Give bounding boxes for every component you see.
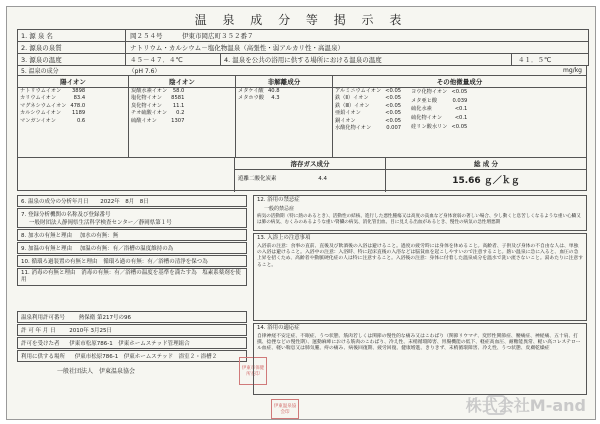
- table-row: [333, 125, 403, 132]
- ph-value: （pH 7.6）: [128, 68, 161, 75]
- table-row: [18, 118, 87, 125]
- permit-date: 許 可 年 月 日 2010年 3月25日: [17, 324, 247, 336]
- ion-name: カリウムイオン: [20, 95, 57, 102]
- ion-value: 1189: [71, 110, 86, 117]
- ion-name: 炭酸水素イオン: [131, 88, 168, 94]
- ion-value: 3898: [71, 88, 86, 94]
- ion-value: 58.0: [172, 88, 185, 94]
- ion-value: 0.2: [176, 110, 185, 117]
- row-label: 3. 源泉の温度: [18, 54, 126, 65]
- notice-sheet: [6, 6, 596, 420]
- ion-name: メタホウ酸: [238, 95, 264, 102]
- row-label: 1. 源 泉 名: [18, 30, 126, 41]
- total-section: [385, 158, 586, 192]
- table-row: [409, 124, 469, 133]
- ion-name: メタ亜ヒ酸: [411, 97, 438, 104]
- section-12: [253, 195, 587, 231]
- ion-name: 亜鉛イオン: [335, 110, 361, 117]
- stamp-right: 伊東温泉協会印: [271, 399, 299, 419]
- total-header: 総 成 分: [386, 158, 586, 170]
- section-analysis-date: 6. 温泉の成分の分析年月日 2022年 8月 8日: [17, 195, 247, 207]
- cation-column: [18, 76, 129, 157]
- gas-name: 遊離二酸化炭素: [238, 176, 277, 182]
- ion-value: <0.05: [451, 88, 468, 95]
- section-water-addition: 8. 加水の有無と理由 加水の有無：無: [17, 229, 247, 241]
- ion-value: <0.1: [454, 115, 468, 122]
- ion-name: カルシウムイオン: [20, 110, 62, 117]
- table-row: [236, 95, 282, 102]
- section12-title: 12. 浴用の禁忌症: [257, 197, 300, 203]
- other-header: その他微量成分: [333, 76, 586, 88]
- left-sections: [17, 195, 247, 287]
- table-row: [18, 110, 87, 117]
- ion-name: 硫化水素: [411, 106, 432, 113]
- table-row: [409, 88, 469, 97]
- ion-name: メタケイ酸: [238, 88, 264, 94]
- unit-label: mg/kg: [563, 67, 582, 74]
- ion-value: <0.05: [385, 117, 402, 124]
- ion-name: ナトリウムイオン: [20, 88, 62, 94]
- other-table-a: [333, 88, 403, 132]
- ion-name: ヨウ化物イオン: [411, 88, 448, 95]
- cation-table: [18, 88, 87, 125]
- header-table: [17, 29, 589, 66]
- ion-name: アルミニウムイオン: [335, 88, 382, 94]
- ion-name: 硫酸イオン: [131, 117, 157, 124]
- stamp-left: 伊東市保健所長印: [239, 357, 267, 385]
- nonion-table: [236, 88, 282, 103]
- ion-value: <0.05: [385, 95, 402, 102]
- cation-header: 陽イオン: [18, 76, 128, 88]
- ion-value: <0.05: [385, 88, 402, 94]
- ion-name: 硫化物イオン: [411, 115, 443, 122]
- row-label: 4. 温泉を公共の浴用に供する場所における温泉の温度: [220, 54, 511, 65]
- section-filtration: 10. 循環ろ過装置の有無と理由 循環ろ過の有無：有／浴槽の清浄を保つ為: [17, 255, 247, 267]
- gas-value: 4.4: [318, 176, 328, 182]
- ion-value: 40.8: [267, 88, 280, 94]
- components-label: 5. 温泉の成分: [21, 68, 59, 75]
- section12-sub: 一般的禁忌症: [264, 205, 295, 212]
- row-value: ４１．５℃: [511, 54, 588, 65]
- permit-sections: [17, 311, 247, 375]
- ion-value: <0.05: [385, 102, 402, 109]
- ion-name: 鉄（Ⅱ）イオン: [335, 95, 369, 102]
- row-value: 岡２５４号 伊東市岡広町３５２番７: [130, 32, 254, 40]
- permit-place: 利用に供する場所 伊東市松原786-1 伊東ホームステッド 浴室２・浴槽２: [17, 350, 247, 362]
- section13-title: 13. 入浴上の注意事項: [257, 235, 311, 241]
- table-row: [409, 115, 469, 124]
- anion-header: 陰イオン: [129, 76, 235, 88]
- permit-holder: 許可を受けた者 伊東市松原786-1 伊東ホームステッド管理組合: [17, 337, 247, 349]
- nonion-column: [236, 76, 333, 157]
- watermark: 株式会社M-and: [465, 396, 586, 415]
- ion-value: 0.007: [386, 125, 402, 132]
- gas-header: 溶存ガス成分: [235, 158, 385, 170]
- row-label: 2. 源泉の泉質: [18, 42, 126, 53]
- gas-section: [234, 158, 385, 192]
- table-row: [333, 95, 403, 102]
- section12-text: 病気の活動期（特に熱のあるとき）、活動性の結核、進行した悪性腫瘍又は高度の貧血など身体衰弱の著しい場合、少し動くと息苦しくなるような重い心臓又は肺の病気、むくみのあるような重い腎臓の病気、消化管出血、目に見える出血があるとき、慢性の病気の急性増悪期: [257, 214, 581, 225]
- ion-value: 478.0: [70, 102, 86, 109]
- table-row: [129, 95, 186, 102]
- ion-name: チオ硫酸イオン: [131, 110, 168, 117]
- section13-text: 入浴前の注意：食事の直前、直後及び飲酒後の入浴は避けること。過度の疲労時には身体を休めること。高齢者、子供及び身体の不自由な人は、単独の入浴は避けること。入浴中の注意：入浴時、特に起床直後の入浴などは脳貧血を起こしやすいので注意すること。熱い温泉に急に入ると、血圧の急上昇を招くため、高齢者や動脈硬化症の人は特に注意すること。入浴後の注意：身体に付着した温泉成分を温水で洗い流さないこと。湯あたりに注意すること。: [257, 243, 584, 268]
- other-column: [333, 76, 586, 157]
- components-section: [17, 65, 587, 191]
- footer-org: 一般社団法人 伊東温泉協会: [57, 368, 136, 375]
- ion-value: 1307: [171, 117, 185, 124]
- table-row: [129, 110, 186, 117]
- other-table-b: [409, 88, 469, 132]
- ion-name: 水酸化物イオン: [335, 125, 372, 132]
- header-row: [18, 42, 588, 54]
- section14-text: 自律神経不安定症、不眠症、うつ状態、筋肉若しくは関節の慢性的な痛み又はこわばり（関節リウマチ、変形性関節症、腰痛症、神経痛、五十肩、打撲、捻挫などの慢性期）、運動麻痺における筋肉のこわばり、冷え性、末梢循環障害、胃腸機能の低下、軽症高血圧、耐糖能異常、軽い高コレステロール血症、軽い喘息又は肺気腫、痔の痛み、病後回復期、疲労回復、健康増進、きりきず、末梢循環障害、冷え性、うつ状態、皮膚乾燥症: [257, 333, 581, 352]
- row-value: ナトリウム・カルシウム－塩化物温泉（高張性・弱アルカリ性・高温泉）: [130, 44, 344, 52]
- ion-value: <0.1: [454, 106, 468, 113]
- table-row: [333, 118, 403, 125]
- page-title: 温 泉 成 分 等 掲 示 表: [194, 13, 408, 27]
- ion-value: <0.05: [385, 110, 402, 117]
- ion-name: 鉄（Ⅲ）イオン: [335, 102, 370, 109]
- section-lab: 7. 登録分析機関の名称及び登録番号 一般財団法人静岡県生活科学検査センター／静岡県第１号: [17, 208, 247, 228]
- table-row: [333, 110, 403, 117]
- section14-title: 14. 浴用の適応症: [257, 325, 300, 331]
- ion-name: 臭化物イオン: [131, 102, 162, 109]
- ion-value: 8581: [171, 95, 185, 102]
- anion-column: [129, 76, 236, 157]
- section-disinfection: 11. 消毒の有無と理由 消毒の有無：有／浴槽の温度を基準を満たす為 塩素系薬剤を使用: [17, 268, 247, 286]
- table-row: [409, 106, 469, 115]
- ion-name: 銅イオン: [335, 117, 356, 124]
- ion-value: 83.4: [73, 95, 86, 102]
- ion-value: <0.05: [451, 124, 468, 131]
- nonion-header: 非解離成分: [236, 76, 332, 88]
- ion-name: 塩化物イオン: [131, 95, 162, 102]
- row-value: ４５－４７．４℃: [130, 56, 183, 64]
- header-row: [18, 30, 588, 42]
- header-row: [18, 54, 588, 65]
- ion-value: 4.3: [271, 95, 280, 102]
- table-row: [18, 95, 87, 102]
- permit-number: 温泉利用許可番号 熱保衛 第217号の96: [17, 311, 247, 323]
- table-row: [129, 118, 186, 125]
- ion-name: マンガンイオン: [20, 117, 56, 124]
- section-heating: 9. 加温の有無と理由 加温の有無：有／浴槽の温度維持の為: [17, 242, 247, 254]
- ion-name: マグネシウムイオン: [20, 102, 67, 109]
- ion-value: 0.039: [452, 97, 468, 104]
- table-row: [409, 97, 469, 106]
- ion-value: 0.6: [76, 117, 86, 124]
- ion-value: 11.1: [172, 102, 185, 109]
- anion-table: [129, 88, 186, 125]
- section-14: [253, 323, 587, 395]
- total-value: 15.66 ｇ／ｋｇ: [452, 176, 520, 186]
- ion-name: 硅リン酸水リン: [411, 124, 448, 131]
- section-13: [253, 233, 587, 321]
